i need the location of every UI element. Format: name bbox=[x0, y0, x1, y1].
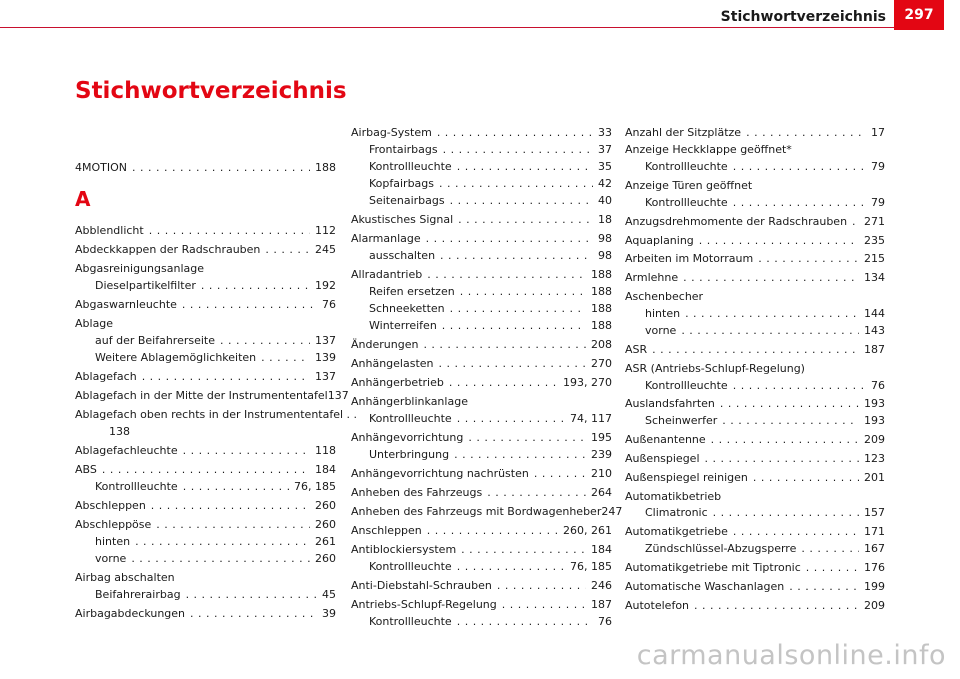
leader-dots bbox=[135, 535, 310, 548]
index-entry bbox=[351, 431, 612, 444]
entry-label: Anschleppen bbox=[351, 524, 422, 537]
leader-dots bbox=[753, 471, 859, 484]
entry-label: Anzahl der Sitzplätze bbox=[625, 126, 742, 139]
index-entry bbox=[625, 234, 885, 247]
entry-page: 139 bbox=[315, 351, 336, 364]
entry-page: 187 bbox=[591, 598, 612, 611]
index-entry: Automatikbetrieb bbox=[625, 490, 722, 503]
entry-label: Weitere Ablagemöglichkeiten bbox=[95, 351, 257, 364]
leader-dots bbox=[442, 319, 586, 332]
entry-label: Anti-Diebstahl-Schrauben bbox=[351, 579, 492, 592]
entry-page: 188 bbox=[315, 161, 336, 174]
index-entry: Anzeige Heckklappe geöffnet* bbox=[625, 143, 792, 156]
leader-dots bbox=[733, 160, 866, 173]
index-subentry bbox=[645, 506, 885, 519]
entry-label: Auslandsfahrten bbox=[625, 397, 715, 410]
entry-page: 199 bbox=[864, 580, 885, 593]
entry-page: 261 bbox=[315, 535, 336, 548]
index-entry bbox=[625, 525, 885, 538]
entry-label: Kontrollleuchte bbox=[369, 560, 452, 573]
index-subentry bbox=[645, 414, 885, 427]
index-entry bbox=[625, 215, 885, 228]
entry-page: 187 bbox=[864, 343, 885, 356]
index-entry bbox=[625, 397, 885, 410]
index-entry bbox=[75, 518, 336, 531]
entry-page: 271 bbox=[864, 215, 885, 228]
entry-page: 98 bbox=[598, 249, 612, 262]
index-entry bbox=[351, 524, 612, 537]
entry-page: 123 bbox=[864, 452, 885, 465]
leader-dots bbox=[454, 448, 586, 461]
entry-page: 134 bbox=[864, 271, 885, 284]
entry-label: Automatische Waschanlagen bbox=[625, 580, 785, 593]
entry-label: Kontrollleuchte bbox=[645, 196, 728, 209]
entry-label: Frontairbags bbox=[369, 143, 438, 156]
entry-page: 157 bbox=[864, 506, 885, 519]
entry-page: 144 bbox=[864, 307, 885, 320]
leader-dots bbox=[705, 452, 859, 465]
index-subentry bbox=[95, 588, 336, 601]
entry-page: 188 bbox=[591, 319, 612, 332]
entry-label: Abdeckkappen der Radschrauben bbox=[75, 243, 261, 256]
index-entry bbox=[75, 298, 336, 311]
index-entry bbox=[351, 232, 612, 245]
entry-label: Autotelefon bbox=[625, 599, 690, 612]
entry-label: Abblendlicht bbox=[75, 224, 144, 237]
entry-page: 195 bbox=[591, 431, 612, 444]
leader-dots bbox=[720, 397, 859, 410]
entry-page: 171 bbox=[864, 525, 885, 538]
index-entry bbox=[75, 389, 349, 402]
leader-dots bbox=[468, 431, 586, 444]
index-entry bbox=[625, 126, 885, 139]
index-entry: Aschenbecher bbox=[625, 290, 704, 303]
entry-label: Dieselpartikelfilter bbox=[95, 279, 196, 292]
leader-dots bbox=[437, 126, 593, 139]
index-subentry bbox=[95, 351, 336, 364]
entry-page: 76 bbox=[322, 298, 336, 311]
index-subentry bbox=[369, 177, 612, 190]
index-entry bbox=[75, 370, 336, 383]
index-entry: ASR (Antriebs-Schlupf-Regelung) bbox=[625, 362, 805, 375]
leader-dots bbox=[460, 285, 586, 298]
entry-label: Kontrollleuchte bbox=[369, 615, 452, 628]
entry-label: Kontrollleuchte bbox=[369, 160, 452, 173]
entry-page: 260 bbox=[315, 499, 336, 512]
index-entry bbox=[351, 126, 612, 139]
index-subentry bbox=[95, 279, 336, 292]
index-entry: Anhängerblinkanlage bbox=[351, 395, 468, 408]
index-entry: Ablagefach oben rechts in der Instrumententafel . . bbox=[75, 408, 358, 421]
entry-label: Anhängevorrichtung bbox=[351, 431, 464, 444]
entry-label: Beifahrerairbag bbox=[95, 588, 181, 601]
leader-dots bbox=[458, 213, 593, 226]
leader-dots bbox=[733, 379, 866, 392]
leader-dots bbox=[449, 376, 558, 389]
entry-page: 37 bbox=[598, 143, 612, 156]
entry-page: 137 bbox=[327, 389, 349, 402]
index-subentry bbox=[95, 552, 336, 565]
entry-label: Airbagabdeckungen bbox=[75, 607, 186, 620]
entry-label: Änderungen bbox=[351, 338, 419, 351]
index-entry bbox=[75, 224, 336, 237]
leader-dots bbox=[789, 580, 859, 593]
index-entry bbox=[625, 599, 885, 612]
entry-page: 270 bbox=[591, 357, 612, 370]
entry-page: 188 bbox=[591, 285, 612, 298]
leader-dots bbox=[497, 579, 586, 592]
leader-dots bbox=[457, 615, 593, 628]
entry-page: 33 bbox=[598, 126, 612, 139]
entry-page: 260 bbox=[315, 552, 336, 565]
index-entry bbox=[625, 271, 885, 284]
leader-dots bbox=[183, 444, 310, 457]
entry-label: ABS bbox=[75, 463, 97, 476]
leader-dots bbox=[487, 486, 586, 499]
index-entry bbox=[351, 467, 612, 480]
entry-page: 210 bbox=[591, 467, 612, 480]
leader-dots bbox=[190, 607, 317, 620]
index-entry: Airbag abschalten bbox=[75, 571, 175, 584]
entry-page: 137 bbox=[315, 334, 336, 347]
index-entry bbox=[75, 499, 336, 512]
leader-dots bbox=[681, 324, 859, 337]
index-subentry bbox=[645, 307, 885, 320]
entry-page: 215 bbox=[864, 252, 885, 265]
entry-page: 35 bbox=[598, 160, 612, 173]
entry-page: 264 bbox=[591, 486, 612, 499]
leader-dots bbox=[426, 232, 593, 245]
leader-dots bbox=[427, 524, 558, 537]
entry-label: hinten bbox=[645, 307, 681, 320]
leader-dots bbox=[427, 268, 586, 281]
leader-dots bbox=[711, 433, 859, 446]
entry-page: 45 bbox=[322, 588, 336, 601]
index-entry: Ablage bbox=[75, 317, 114, 330]
leader-dots bbox=[683, 271, 859, 284]
entry-label: Zündschlüssel-Abzugsperre bbox=[645, 542, 797, 555]
entry-label: Antiblockiersystem bbox=[351, 543, 457, 556]
section-letter: A bbox=[75, 187, 91, 211]
page-title: Stichwortverzeichnis bbox=[75, 78, 347, 104]
entry-page: 239 bbox=[591, 448, 612, 461]
index-entry bbox=[625, 471, 885, 484]
index-entry bbox=[351, 268, 612, 281]
index-entry: Anzeige Türen geöffnet bbox=[625, 179, 753, 192]
entry-label: ASR bbox=[625, 343, 648, 356]
leader-dots bbox=[102, 463, 310, 476]
entry-page: 193 bbox=[864, 397, 885, 410]
index-entry bbox=[351, 213, 612, 226]
index-entry bbox=[625, 433, 885, 446]
entry-label: Anhängerbetrieb bbox=[351, 376, 444, 389]
entry-label: Kopfairbags bbox=[369, 177, 435, 190]
entry-label: Kontrollleuchte bbox=[369, 412, 452, 425]
leader-dots bbox=[852, 215, 859, 228]
leader-dots bbox=[450, 194, 593, 207]
entry-page: 79 bbox=[871, 160, 885, 173]
index-subentry bbox=[369, 560, 612, 573]
entry-label: Alarmanlage bbox=[351, 232, 421, 245]
entry-label: 4MOTION bbox=[75, 161, 127, 174]
entry-label: Anheben des Fahrzeugs bbox=[351, 486, 483, 499]
leader-dots bbox=[450, 302, 586, 315]
entry-label: Winterreifen bbox=[369, 319, 437, 332]
entry-page: 188 bbox=[591, 302, 612, 315]
leader-dots bbox=[439, 177, 593, 190]
index-entry bbox=[351, 579, 612, 592]
leader-dots bbox=[457, 560, 565, 573]
index-subentry bbox=[369, 249, 612, 262]
watermark: carmanualsonline.info bbox=[636, 640, 946, 671]
entry-label: Ablagefach bbox=[75, 370, 137, 383]
leader-dots bbox=[132, 161, 310, 174]
entry-page: 118 bbox=[315, 444, 336, 457]
entry-label: Ablagefachleuchte bbox=[75, 444, 178, 457]
entry-label: hinten bbox=[95, 535, 131, 548]
entry-page: 167 bbox=[864, 542, 885, 555]
index-entry bbox=[625, 561, 885, 574]
entry-page: 208 bbox=[591, 338, 612, 351]
index-entry bbox=[625, 580, 885, 593]
entry-label: Seitenairbags bbox=[369, 194, 445, 207]
entry-label: Schneeketten bbox=[369, 302, 445, 315]
entry-page: 260, 261 bbox=[563, 524, 612, 537]
entry-label: Abschleppen bbox=[75, 499, 146, 512]
index-subentry bbox=[95, 535, 336, 548]
header-title: Stichwortverzeichnis bbox=[720, 9, 886, 25]
leader-dots bbox=[801, 542, 859, 555]
entry-page: 143 bbox=[864, 324, 885, 337]
entry-page: 176 bbox=[864, 561, 885, 574]
entry-label: Automatikgetriebe bbox=[625, 525, 728, 538]
entry-page: 79 bbox=[871, 196, 885, 209]
leader-dots bbox=[685, 307, 859, 320]
leader-dots bbox=[443, 143, 593, 156]
entry-label: Ablagefach in der Mitte der Instrumententafel bbox=[75, 389, 328, 402]
leader-dots bbox=[502, 598, 586, 611]
index-entry bbox=[625, 452, 885, 465]
entry-page: 201 bbox=[864, 471, 885, 484]
entry-label: Außenspiegel reinigen bbox=[625, 471, 748, 484]
index-subentry bbox=[95, 480, 336, 493]
index-subentry bbox=[645, 324, 885, 337]
entry-label: Automatikgetriebe mit Tiptronic bbox=[625, 561, 801, 574]
leader-dots bbox=[265, 243, 310, 256]
index-entry: Abgasreinigungsanlage bbox=[75, 262, 204, 275]
entry-page: 17 bbox=[871, 126, 885, 139]
index-subentry bbox=[369, 194, 612, 207]
index-entry bbox=[351, 598, 612, 611]
leader-dots bbox=[699, 234, 859, 247]
index-entry bbox=[75, 463, 336, 476]
leader-dots bbox=[261, 351, 310, 364]
entry-page: 98 bbox=[598, 232, 612, 245]
entry-label: Allradantrieb bbox=[351, 268, 423, 281]
entry-page: 188 bbox=[591, 268, 612, 281]
index-subentry bbox=[369, 143, 612, 156]
entry-label: auf der Beifahrerseite bbox=[95, 334, 216, 347]
entry-label: Außenantenne bbox=[625, 433, 706, 446]
entry-page: 74, 117 bbox=[570, 412, 612, 425]
entry-label: Anhängevorrichtung nachrüsten bbox=[351, 467, 529, 480]
index-subentry bbox=[645, 196, 885, 209]
entry-page: 209 bbox=[864, 599, 885, 612]
index-entry bbox=[625, 252, 885, 265]
index-subentry bbox=[645, 160, 885, 173]
entry-page: 184 bbox=[315, 463, 336, 476]
leader-dots bbox=[722, 414, 859, 427]
entry-label: Climatronic bbox=[645, 506, 708, 519]
leader-dots bbox=[457, 412, 565, 425]
leader-dots bbox=[713, 506, 859, 519]
entry-page: 137 bbox=[315, 370, 336, 383]
leader-dots bbox=[220, 334, 310, 347]
entry-label: Kontrollleuchte bbox=[645, 379, 728, 392]
index-subentry bbox=[369, 302, 612, 315]
entry-page: 112 bbox=[315, 224, 336, 237]
index-subentry bbox=[369, 160, 612, 173]
entry-label: Anheben des Fahrzeugs mit Bordwagenheber bbox=[351, 505, 602, 518]
entry-page: 235 bbox=[864, 234, 885, 247]
entry-page: 193 bbox=[864, 414, 885, 427]
entry-page: 40 bbox=[598, 194, 612, 207]
entry-page: 76 bbox=[871, 379, 885, 392]
index-entry bbox=[75, 243, 336, 256]
entry-label: Außenspiegel bbox=[625, 452, 700, 465]
entry-page: 39 bbox=[322, 607, 336, 620]
entry-page: 193, 270 bbox=[563, 376, 612, 389]
entry-label: ausschalten bbox=[369, 249, 436, 262]
entry-page: 76, 185 bbox=[294, 480, 336, 493]
entry-page: 18 bbox=[598, 213, 612, 226]
entry-label: Reifen ersetzen bbox=[369, 285, 455, 298]
index-subentry bbox=[369, 448, 612, 461]
leader-dots bbox=[652, 343, 859, 356]
leader-dots bbox=[758, 252, 859, 265]
leader-dots bbox=[151, 499, 310, 512]
index-entry bbox=[351, 357, 612, 370]
entry-label: Antriebs-Schlupf-Regelung bbox=[351, 598, 497, 611]
index-entry bbox=[351, 505, 623, 518]
entry-label: Unterbringung bbox=[369, 448, 450, 461]
entry-page: 42 bbox=[598, 177, 612, 190]
leader-dots bbox=[733, 525, 859, 538]
entry-page: 245 bbox=[315, 243, 336, 256]
index-entry bbox=[351, 543, 612, 556]
leader-dots bbox=[156, 518, 310, 531]
leader-dots bbox=[201, 279, 310, 292]
entry-label: Kontrollleuchte bbox=[95, 480, 178, 493]
leader-dots bbox=[534, 467, 586, 480]
entry-label: Abschleppöse bbox=[75, 518, 152, 531]
leader-dots bbox=[183, 480, 289, 493]
leader-dots bbox=[439, 357, 586, 370]
entry-label: Scheinwerfer bbox=[645, 414, 718, 427]
entry-label: Anhängelasten bbox=[351, 357, 434, 370]
entry-label: Akustisches Signal bbox=[351, 213, 454, 226]
leader-dots bbox=[806, 561, 859, 574]
entry-page: 260 bbox=[315, 518, 336, 531]
entry-page: 184 bbox=[591, 543, 612, 556]
leader-dots bbox=[423, 338, 586, 351]
leader-dots bbox=[142, 370, 310, 383]
index-subentry bbox=[369, 319, 612, 332]
index-subentry bbox=[369, 285, 612, 298]
entry-page: 76 bbox=[598, 615, 612, 628]
entry-page: 247 bbox=[601, 505, 623, 518]
leader-dots bbox=[461, 543, 586, 556]
leader-dots bbox=[694, 599, 859, 612]
index-subentry bbox=[95, 334, 336, 347]
index-entry bbox=[351, 486, 612, 499]
entry-label: Arbeiten im Motorraum bbox=[625, 252, 754, 265]
index-entry bbox=[75, 444, 336, 457]
entry-page: 209 bbox=[864, 433, 885, 446]
index-subentry bbox=[369, 412, 612, 425]
index-entry bbox=[351, 338, 612, 351]
entry-label: Airbag-System bbox=[351, 126, 432, 139]
entry-label: Aquaplaning bbox=[625, 234, 694, 247]
leader-dots bbox=[186, 588, 317, 601]
entry-page: 246 bbox=[591, 579, 612, 592]
entry-label: Abgaswarnleuchte bbox=[75, 298, 177, 311]
entry-label: Anzugsdrehmomente der Radschrauben bbox=[625, 215, 848, 228]
entry-label: Armlehne bbox=[625, 271, 679, 284]
leader-dots bbox=[182, 298, 317, 311]
entry-page: 192 bbox=[315, 279, 336, 292]
entry-page: 76, 185 bbox=[570, 560, 612, 573]
page-number-badge: 297 bbox=[894, 0, 944, 30]
leader-dots bbox=[149, 224, 310, 237]
index-subentry bbox=[645, 379, 885, 392]
leader-dots bbox=[131, 552, 310, 565]
entry-label: vorne bbox=[95, 552, 127, 565]
index-entry bbox=[75, 161, 336, 174]
index-entry bbox=[625, 343, 885, 356]
leader-dots bbox=[440, 249, 593, 262]
index-entry bbox=[75, 607, 336, 620]
entry-label: Kontrollleuchte bbox=[645, 160, 728, 173]
leader-dots bbox=[746, 126, 866, 139]
entry-label: vorne bbox=[645, 324, 677, 337]
entry-page: 138 bbox=[109, 425, 130, 438]
index-subentry bbox=[645, 542, 885, 555]
leader-dots bbox=[457, 160, 593, 173]
index-entry bbox=[351, 376, 612, 389]
leader-dots bbox=[733, 196, 866, 209]
index-subentry bbox=[369, 615, 612, 628]
